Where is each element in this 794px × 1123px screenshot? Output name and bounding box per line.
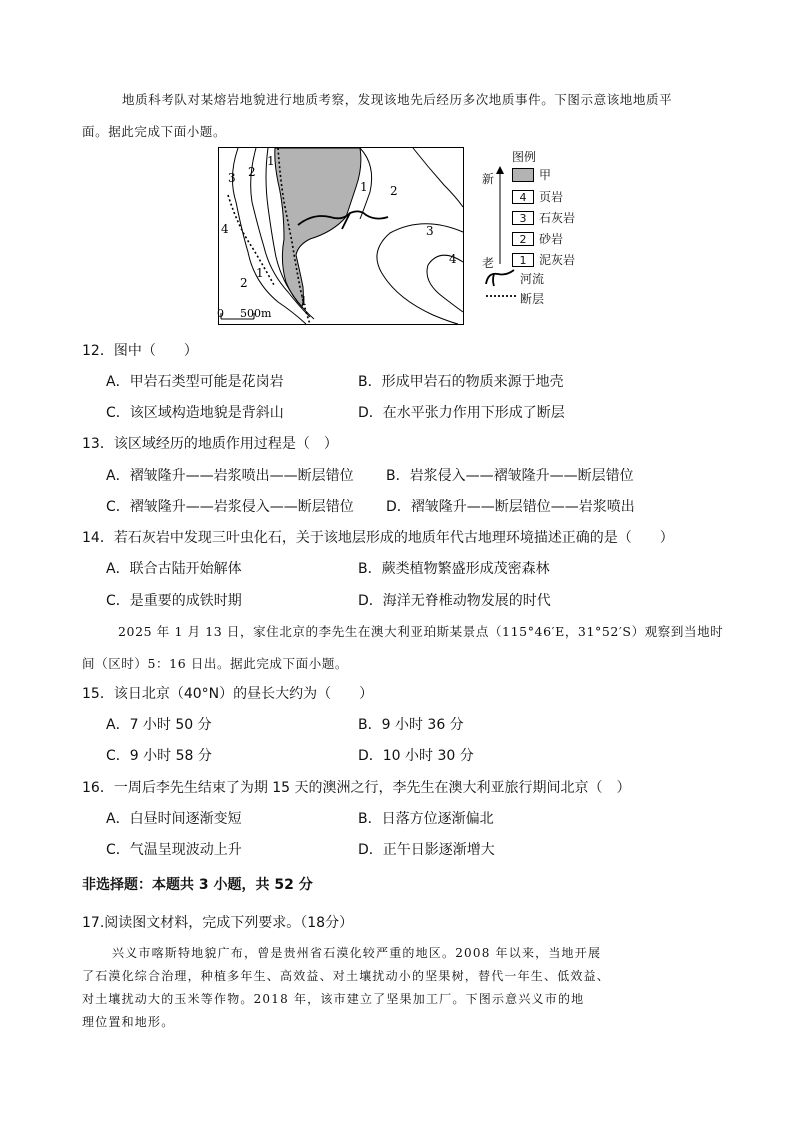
map-label-2b: 2 xyxy=(240,276,248,290)
map-legend xyxy=(482,148,592,308)
legend-label-jia: 甲 xyxy=(539,168,552,182)
legend-title: 图例 xyxy=(512,150,537,164)
legend-new: 新 xyxy=(482,172,495,186)
legend-key-4: 4 xyxy=(512,190,534,204)
legend-key-3: 3 xyxy=(512,211,534,225)
question-17-stem: 17.阅读图文材料，完成下列要求。（18分） xyxy=(82,915,354,931)
q17-material-line-3: 对土壤扰动大的玉米等作物。2018 年，该市建立了坚果加工厂。下图示意兴义市的地 xyxy=(82,992,585,1006)
legend-item-marl xyxy=(512,251,575,268)
legend-swatch-jia xyxy=(512,168,534,182)
scale-label: 500m xyxy=(240,307,272,320)
legend-item-sandstone xyxy=(512,230,563,247)
q14-option-c: C．是重要的成铁时期 xyxy=(106,593,242,609)
q17-material-line-2: 了石漠化综合治理，种植多年生、高效益、对土壤扰动小的坚果树，替代一年生、低效益、 xyxy=(82,969,611,983)
q13-option-d: D．褶皱隆升——断层错位——岩浆喷出 xyxy=(386,499,635,515)
legend-label-shale: 页岩 xyxy=(539,190,564,204)
q17-material-line-4: 理位置和地形。 xyxy=(82,1015,175,1029)
q13-option-c: C．褶皱隆升——岩浆侵入——断层错位 xyxy=(106,499,354,515)
fault-symbol xyxy=(484,292,518,300)
q14-option-b: B．蕨类植物繁盛形成茂密森林 xyxy=(358,561,550,577)
intro2-line-2: 间（区时）5：16 日出。据此完成下面小题。 xyxy=(82,656,349,671)
legend-label-marl: 泥灰岩 xyxy=(539,253,576,267)
map-label-2: 2 xyxy=(248,165,256,179)
question-15-stem: 15．该日北京（40°N）的昼长大约为（ ） xyxy=(82,686,374,702)
scale-zero: 0 xyxy=(217,307,224,320)
intro-line-1: 地质科考队对某熔岩地貌进行地质考察，发现该地先后经历多次地质事件。下图示意该地地质平 xyxy=(122,92,673,107)
q15-option-c: C．9 小时 58 分 xyxy=(106,748,212,764)
q15-option-a: A．7 小时 50 分 xyxy=(106,717,212,733)
map-label-4c: 4 xyxy=(449,252,457,266)
map-label-1c: 1 xyxy=(360,180,368,194)
map-label-4: 4 xyxy=(221,222,229,236)
q13-option-b: B．岩浆侵入——褶皱隆升——断层错位 xyxy=(386,468,634,484)
geologic-map-svg xyxy=(218,147,464,325)
river-symbol xyxy=(484,266,518,288)
map-label-1d: 1 xyxy=(300,294,308,308)
legend-key-2: 2 xyxy=(512,232,534,246)
intro2-line-1: 2025 年 1 月 13 日，家住北京的李先生在澳大利亚珀斯某景点（115°46′E，31°52′S）观察到当地时 xyxy=(118,624,724,639)
legend-arrow xyxy=(494,166,506,266)
q12-option-b: B．形成甲岩石的物质来源于地壳 xyxy=(358,374,564,390)
map-label-2c: 2 xyxy=(390,184,398,198)
q12-option-a: A．甲岩石类型可能是花岗岩 xyxy=(106,374,284,390)
q17-material-line-1: 兴义市喀斯特地貌广布，曾是贵州省石漠化较严重的地区。2008 年以来，当地开展 xyxy=(112,946,602,960)
q16-option-a: A．白昼时间逐渐变短 xyxy=(106,811,242,827)
q16-option-d: D．正午日影逐渐增大 xyxy=(358,842,495,858)
legend-key-1: 1 xyxy=(512,253,534,267)
q15-option-d: D．10 小时 30 分 xyxy=(358,748,474,764)
map-label-3: 3 xyxy=(228,171,236,185)
map-label-1b: 1 xyxy=(256,266,264,280)
legend-fault-label: 断层 xyxy=(520,292,545,306)
legend-label-sandstone: 砂岩 xyxy=(539,232,564,246)
intro-line-2: 面。据此完成下面小题。 xyxy=(82,124,227,139)
q16-option-c: C．气温呈现波动上升 xyxy=(106,842,242,858)
q13-option-a: A．褶皱隆升——岩浆喷出——断层错位 xyxy=(106,468,354,484)
section-heading: 非选择题：本题共 3 小题，共 52 分 xyxy=(82,877,313,893)
q14-option-a: A．联合古陆开始解体 xyxy=(106,561,242,577)
question-12-stem: 12．图中（ ） xyxy=(82,343,198,359)
q12-option-d: D．在水平张力作用下形成了断层 xyxy=(358,405,565,421)
legend-label-limestone: 石灰岩 xyxy=(539,211,576,225)
legend-old: 老 xyxy=(482,256,495,270)
q12-option-c: C．该区域构造地貌是背斜山 xyxy=(106,405,284,421)
legend-river-label: 河流 xyxy=(520,272,545,286)
geologic-map xyxy=(218,147,464,325)
question-13-stem: 13．该区域经历的地质作用过程是（ ） xyxy=(82,436,338,452)
legend-item-limestone xyxy=(512,209,575,226)
q14-option-d: D．海洋无脊椎动物发展的时代 xyxy=(358,593,551,609)
question-16-stem: 16．一周后李先生结束了为期 15 天的澳洲之行，李先生在澳大利亚旅行期间北京（ ） xyxy=(82,780,631,796)
map-label-1: 1 xyxy=(267,154,275,168)
q16-option-b: B．日落方位逐渐偏北 xyxy=(358,811,494,827)
question-14-stem: 14．若石灰岩中发现三叶虫化石，关于该地层形成的地质年代古地理环境描述正确的是（ ） xyxy=(82,530,674,546)
legend-item-jia xyxy=(512,166,551,183)
map-label-3c: 3 xyxy=(426,224,434,238)
q15-option-b: B．9 小时 36 分 xyxy=(358,717,464,733)
legend-item-shale xyxy=(512,188,563,205)
